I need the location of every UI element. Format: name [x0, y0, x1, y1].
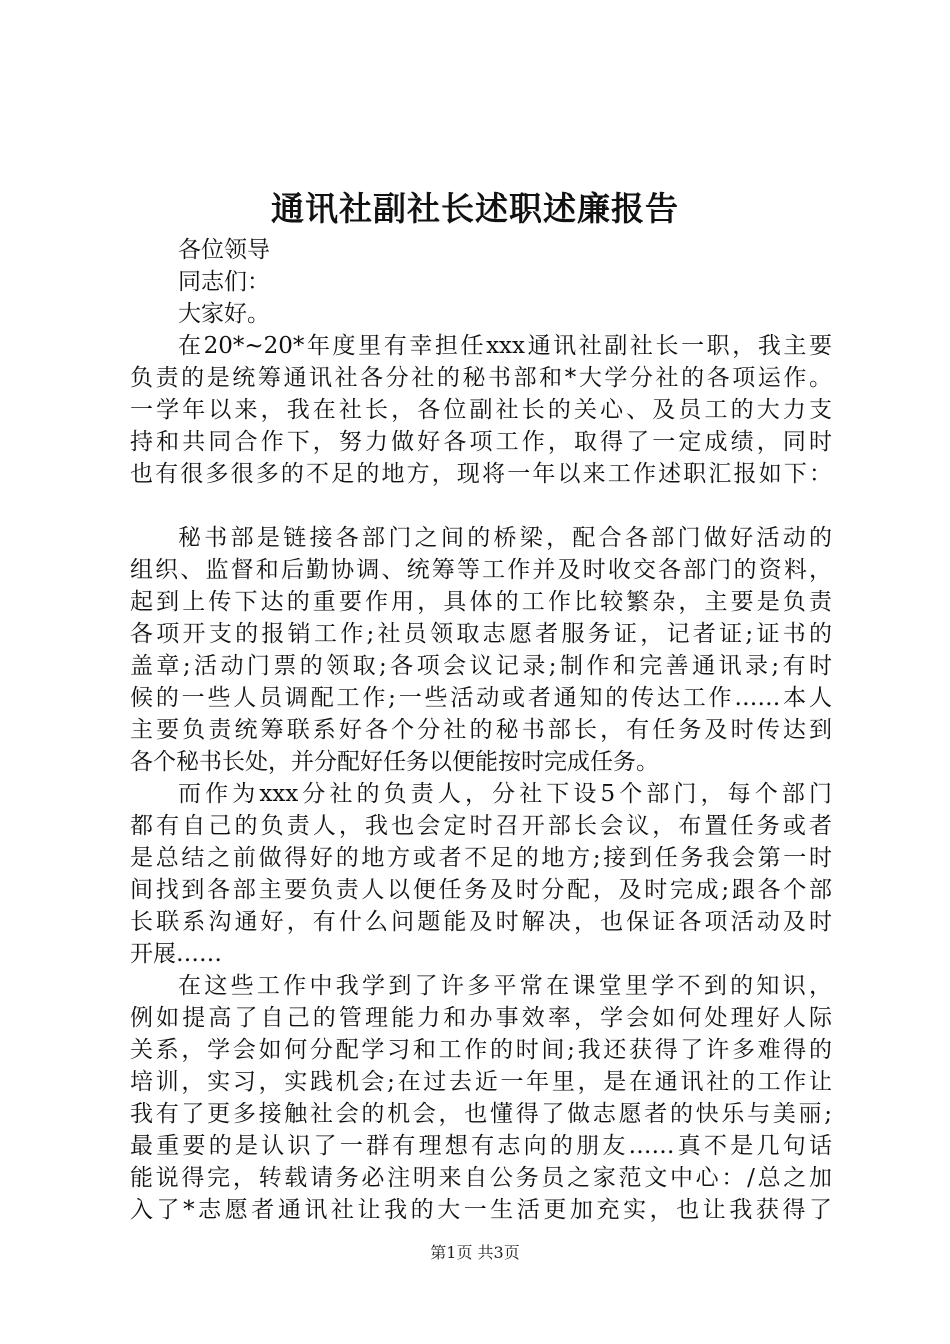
text-line: 组织、监督和后勤协调、统筹等工作并及时收交各部门的资料， — [130, 557, 832, 583]
text-line: 都有自己的负责人，我也会定时召开部长会议，布置任务或者 — [130, 813, 832, 839]
document-title: 通讯社副社长述职述廉报告 — [271, 189, 679, 228]
blank-line — [130, 490, 832, 522]
text-line: 各位领导 — [178, 237, 270, 263]
text-line: 而作为xxx分社的负责人，分社下设5个部门，每个部门 — [178, 781, 832, 807]
text-line: 也有很多很多的不足的地方，现将一年以来工作述职汇报如下： — [130, 461, 832, 487]
text-line: 各个秘书长处，并分配好任务以便能按时完成任务。 — [130, 749, 659, 775]
text-line: 是总结之前做得好的地方或者不足的地方;接到任务我会第一时 — [130, 845, 832, 871]
text-line: 大家好。 — [178, 301, 270, 327]
text-line: 负责的是统筹通讯社各分社的秘书部和*大学分社的各项运作。 — [130, 365, 832, 391]
text-line: 在20*~20*年度里有幸担任xxx通讯社副社长一职，我主要 — [178, 333, 832, 359]
text-line: 例如提高了自己的管理能力和办事效率，学会如何处理好人际 — [130, 1005, 832, 1031]
document-body — [130, 234, 832, 1226]
text-line: 一学年以来，我在社长，各位副社长的关心、及员工的大力支 — [130, 397, 832, 423]
text-line: 关系，学会如何分配学习和工作的时间;我还获得了许多难得的 — [130, 1037, 832, 1063]
text-line: 入了*志愿者通讯社让我的大一生活更加充实，也让我获得了 — [130, 1197, 832, 1223]
text-line: 最重要的是认识了一群有理想有志向的朋友……真不是几句话 — [130, 1133, 832, 1159]
text-line: 在这些工作中我学到了许多平常在课堂里学不到的知识， — [178, 973, 832, 999]
text-line: 各项开支的报销工作;社员领取志愿者服务证，记者证;证书的 — [130, 621, 832, 647]
text-line: 开展…… — [130, 941, 222, 967]
text-line: 间找到各部主要负责人以便任务及时分配，及时完成;跟各个部 — [130, 877, 832, 903]
text-line: 持和共同合作下，努力做好各项工作，取得了一定成绩，同时 — [130, 429, 832, 455]
page-number-footer: 第1页 共3页 — [430, 1243, 520, 1262]
text-line: 长联系沟通好，有什么问题能及时解决，也保证各项活动及时 — [130, 909, 832, 935]
text-line: 秘书部是链接各部门之间的桥梁，配合各部门做好活动的 — [178, 525, 832, 551]
text-line: 起到上传下达的重要作用，具体的工作比较繁杂，主要是负责 — [130, 589, 832, 615]
text-line: 盖章;活动门票的领取;各项会议记录;制作和完善通讯录;有时 — [130, 653, 832, 679]
text-line: 能说得完，转载请务必注明来自公务员之家范文中心：/总之加 — [130, 1165, 832, 1191]
text-line: 培训，实习，实践机会;在过去近一年里，是在通讯社的工作让 — [130, 1069, 832, 1095]
text-line: 同志们： — [178, 269, 270, 295]
text-line: 候的一些人员调配工作;一些活动或者通知的传达工作……本人 — [130, 685, 832, 711]
text-line: 主要负责统筹联系好各个分社的秘书部长，有任务及时传达到 — [130, 717, 832, 743]
text-line: 我有了更多接触社会的机会，也懂得了做志愿者的快乐与美丽; — [130, 1101, 832, 1127]
